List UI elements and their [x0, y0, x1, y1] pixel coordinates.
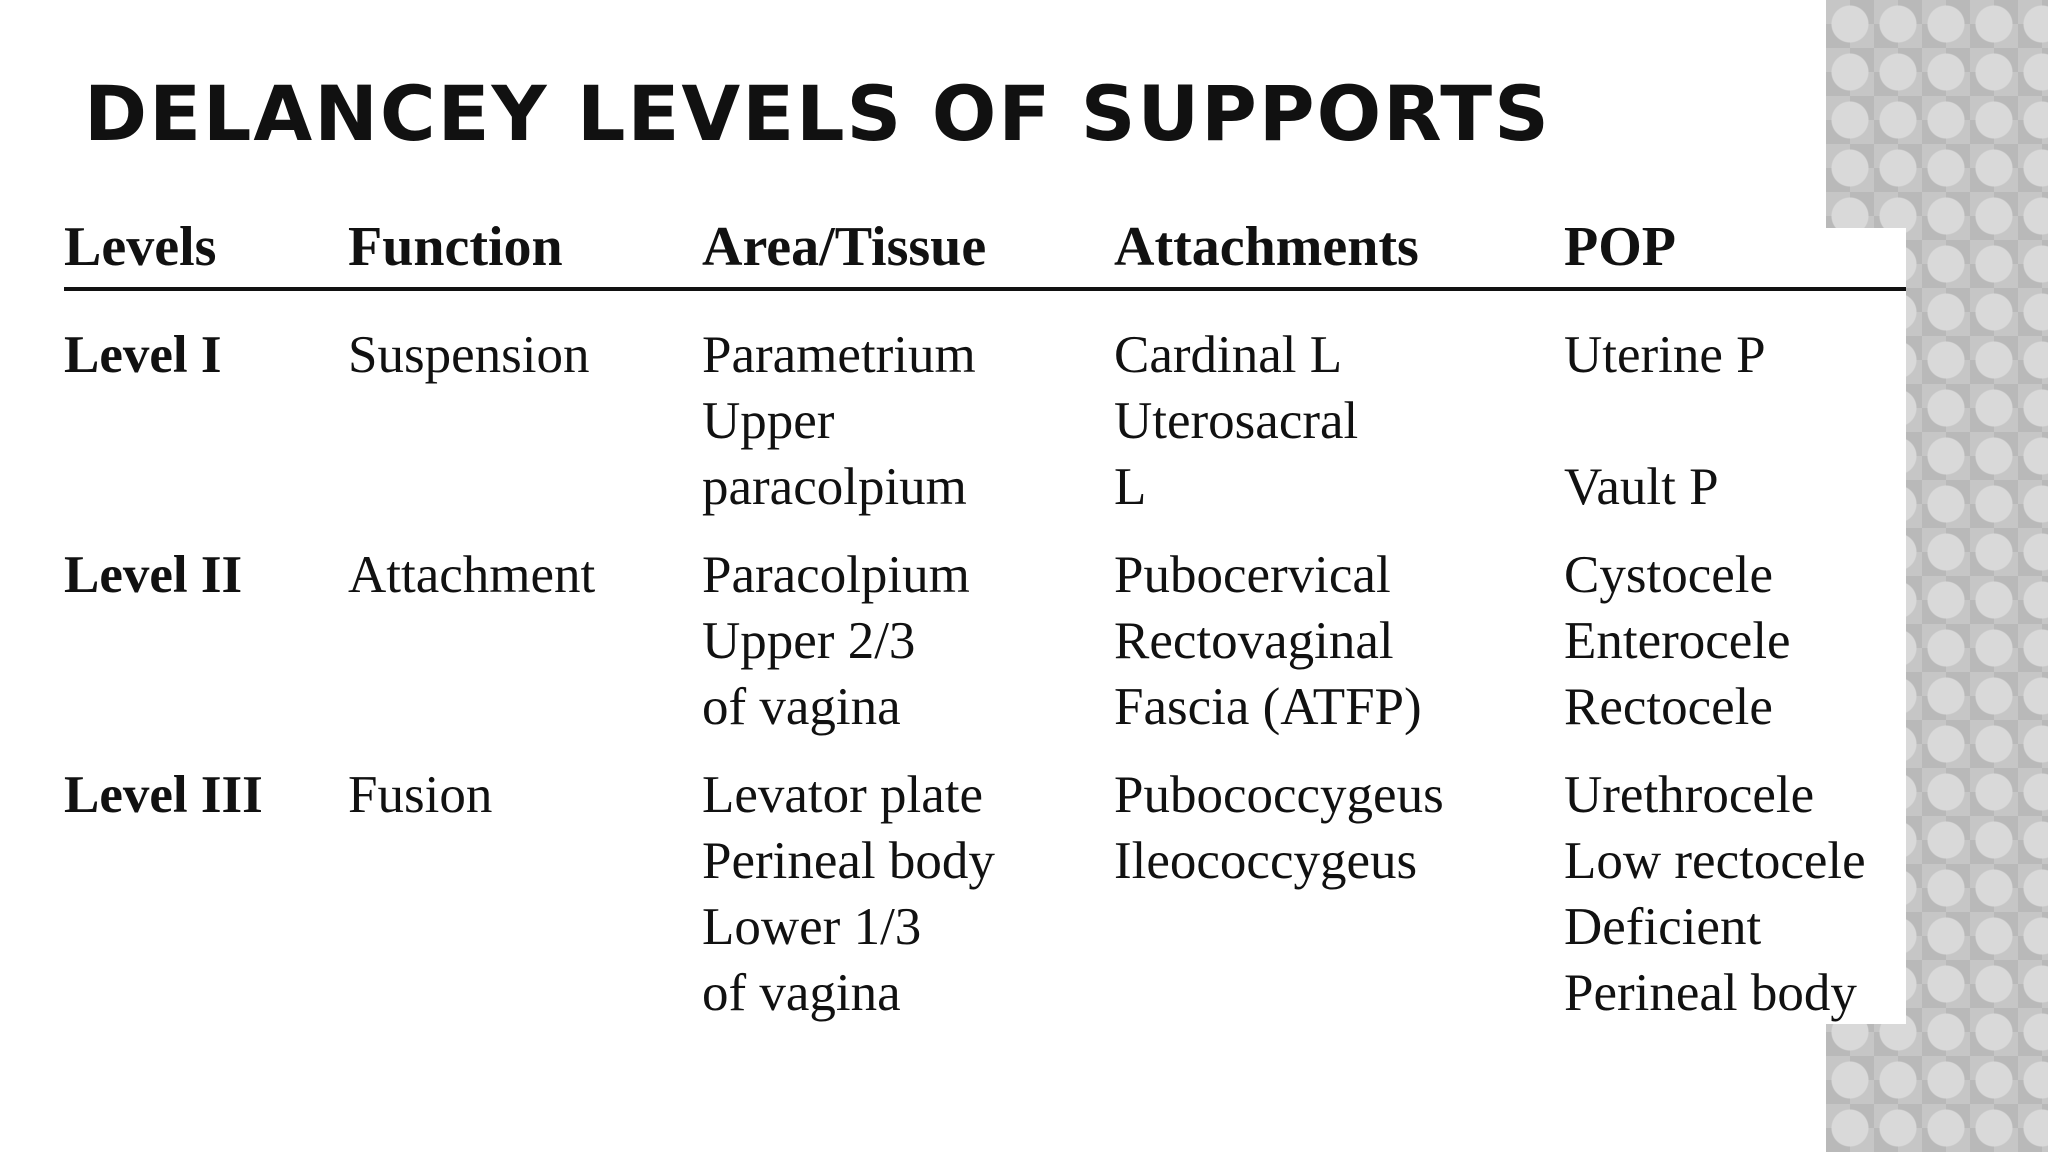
row3-level: Level III — [64, 766, 263, 824]
slide-title: DELANCEY LEVELS OF SUPPORTS — [84, 69, 1551, 158]
header-levels: Levels — [64, 216, 217, 278]
row1-attachments: Cardinal L Uterosacral L — [1114, 326, 1359, 516]
header-pop: POP — [1564, 216, 1676, 278]
row2-pop: Cystocele Enterocele Rectocele — [1564, 546, 1791, 736]
row1-level: Level I — [64, 326, 222, 384]
row1-area: Parametrium Upper paracolpium — [702, 326, 976, 516]
row3-area: Levator plate Perineal body Lower 1/3 of vagina — [702, 766, 995, 1022]
row2-level: Level II — [64, 546, 243, 604]
row2-area: Paracolpium Upper 2/3 of vagina — [702, 546, 970, 736]
row2-function: Attachment — [348, 546, 596, 604]
header-rule — [64, 287, 1906, 291]
row1-function: Suspension — [348, 326, 590, 384]
header-function: Function — [348, 216, 563, 278]
row3-pop: Urethrocele Low rectocele Deficient Perineal body — [1564, 766, 1866, 1022]
row1-pop: Uterine P Vault P — [1564, 326, 1766, 516]
row3-attachments: Pubococcygeus Ileococcygeus — [1114, 766, 1444, 890]
row3-function: Fusion — [348, 766, 493, 824]
header-attachments: Attachments — [1114, 216, 1419, 278]
row2-attachments: Pubocervical Rectovaginal Fascia (ATFP) — [1114, 546, 1422, 736]
header-area-tissue: Area/Tissue — [702, 216, 987, 278]
